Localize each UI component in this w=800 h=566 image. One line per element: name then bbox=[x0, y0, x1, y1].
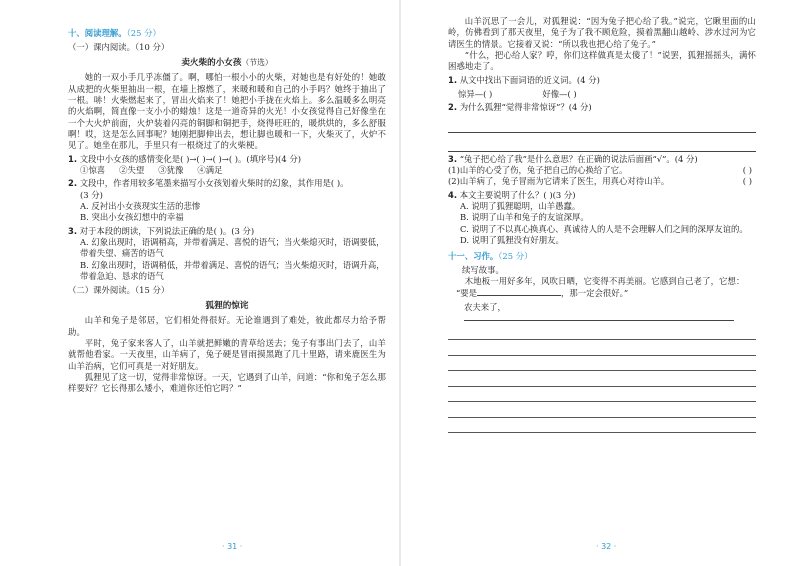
question-text: 从文中找出下面词语的近义词。(4 分) bbox=[459, 74, 600, 85]
q3-paren-2[interactable]: ( ) bbox=[742, 176, 752, 187]
writing-line[interactable] bbox=[448, 387, 756, 403]
answer-line-1[interactable] bbox=[448, 119, 756, 133]
part2-label: （二）课外阅读。（15 分） bbox=[68, 285, 170, 296]
q4-option-a: A. 说明了狐狸聪明，山羊愚蠢。 bbox=[460, 201, 581, 212]
q1-option-4: ④满足 bbox=[197, 165, 223, 176]
q2-option-b: B. 突出小女孩幻想中的幸福 bbox=[80, 212, 184, 223]
line2-pre: 农夫来了， bbox=[464, 301, 506, 312]
writing-line[interactable] bbox=[448, 402, 756, 418]
section-score: （25 分） bbox=[498, 250, 533, 261]
q3-option-b: B. 幻象出现时，语调稍低，并带着满足、喜悦的语气；当火柴熄灭时，语调升高，带着急迫、恳求的语气 bbox=[80, 259, 385, 282]
line1-post: ，那一定会很好。” bbox=[561, 287, 629, 298]
passage2-para-5: “什么，把心给人家？哼，你们这样做真是太傻了！”说罢，狐狸摇摇头，满怀困惑地走了。 bbox=[448, 50, 756, 72]
writing-blank-first[interactable] bbox=[464, 313, 734, 321]
writing-line[interactable] bbox=[448, 371, 756, 387]
synonym-2[interactable]: 好像—( ) bbox=[542, 89, 577, 100]
writing-line[interactable] bbox=[448, 325, 756, 341]
q4-option-b: B. 说明了山羊和兔子的友谊深厚。 bbox=[460, 212, 589, 223]
question-text: 为什么狐狸“觉得非常惊讶”？(4 分) bbox=[459, 102, 592, 113]
writing-lines bbox=[448, 325, 756, 434]
q1-option-2: ②失望 bbox=[119, 165, 145, 176]
passage1-title-text: 卖火柴的小女孩 bbox=[181, 57, 242, 68]
question-2 bbox=[68, 178, 386, 189]
question-number: 4. bbox=[448, 189, 458, 200]
reading-section-header bbox=[68, 28, 386, 39]
writing-section-header bbox=[448, 251, 756, 262]
passage1-title bbox=[68, 58, 386, 70]
question-number: 2. bbox=[448, 102, 458, 113]
q3-row-2 bbox=[448, 176, 756, 187]
question-r4 bbox=[448, 190, 756, 201]
q4-option-d: D. 说明了狐狸没有好朋友。 bbox=[460, 235, 564, 246]
answer-line-2[interactable] bbox=[448, 138, 756, 152]
question-text: 文段中小女孩的感情变化是( )→( )→( )→( )。(填序号)(4 分) bbox=[79, 153, 301, 164]
writing-prompt: 木地板一用好多年，风吹日晒，它变得不再美丽。它感到自己老了，它想： bbox=[464, 276, 745, 287]
synonym-row bbox=[448, 89, 756, 100]
part1-label: （一）课内阅读。（10 分） bbox=[68, 42, 170, 53]
line1-pre: “要是 bbox=[456, 287, 478, 298]
question-number: 1. bbox=[68, 153, 78, 164]
q3-opt-2: (2)山羊病了，兔子冒雨为它请来了医生，用真心对待山羊。 bbox=[448, 176, 670, 187]
synonym-1[interactable]: 惊异—( ) bbox=[458, 89, 493, 100]
q2-option-a: A. 反衬出小女孩现实生活的悲惨 bbox=[80, 201, 201, 212]
passage2-para-4: 山羊沉思了一会儿，对狐狸说：“因为兔子把心给了我。”说完，它瞅里面的山岭，仿佛看到了那天夜里，兔子为了我不顾危险，摸着黑翻山越岭、涉水过河为它请医生的情景。它接着又说：“所以我也把心给了兔子。” bbox=[448, 16, 756, 49]
q1-option-1: ①惊喜 bbox=[80, 165, 106, 176]
writing-line[interactable] bbox=[448, 356, 756, 372]
passage2-para-2: 平时，兔子家来客人了，山羊就把鲜嫩的青草给送去；兔子有事出门去了，山羊就帮他看家。一天夜里，山羊病了，兔子硬是冒雨摸黑跑了几十里路，请来鹿医生为山羊治病，它们可真是一对好朋友。 bbox=[68, 338, 386, 371]
page-number-32: · 32 · bbox=[596, 542, 617, 552]
question-1 bbox=[68, 154, 386, 165]
section-title: 十、阅读理解。 bbox=[68, 28, 127, 38]
q1-option-3: ③犹豫 bbox=[158, 165, 184, 176]
question-r2 bbox=[448, 102, 756, 113]
passage2-para-3: 狐狸见了这一切，觉得非常惊讶。一天，它遇到了山羊，问道：“你和兔子怎么那样要好？它长得那么矮小，难道你还怕它吗？” bbox=[68, 372, 386, 394]
question-number: 3. bbox=[68, 225, 78, 236]
question-text: 对于本段的朗读，下列说法正确的是( )。(3 分) bbox=[79, 225, 255, 236]
page-number-31: · 31 · bbox=[222, 542, 243, 552]
question-text: 本文主要说明了什么？( )(3 分) bbox=[459, 189, 576, 200]
writing-line[interactable] bbox=[448, 418, 756, 434]
fill-blank[interactable] bbox=[477, 288, 561, 296]
question-r1 bbox=[448, 75, 756, 86]
writing-line-1 bbox=[448, 288, 756, 299]
passage1-title-note: （节选） bbox=[241, 57, 273, 67]
question-number: 2. bbox=[68, 178, 78, 189]
q3-option-a: A. 幻象出现时，语调稍高，并带着满足、喜悦的语气；当火柴熄灭时，语调要低，带着失望、痛苦的语气 bbox=[80, 237, 385, 259]
question-3 bbox=[68, 226, 386, 237]
section-title: 十一、习作。 bbox=[448, 250, 499, 261]
question-text: 文段中，作者用较多笔墨来描写小女孩划着火柴时的幻象，其作用是( )。 bbox=[79, 178, 349, 189]
q2-score: (3 分) bbox=[80, 189, 103, 200]
question-number: 3. bbox=[448, 153, 458, 164]
passage2-para-1: 山羊和兔子是邻居，它们相处得很好。无论谁遇到了难处，彼此都尽力给予帮助。 bbox=[68, 315, 386, 337]
writing-line[interactable] bbox=[448, 340, 756, 356]
page-32 bbox=[400, 0, 800, 566]
question-number: 1. bbox=[448, 74, 458, 85]
q4-option-c: C. 说明了不以真心换真心、真诚待人的人是不会理解人们之间的深厚友谊的。 bbox=[460, 223, 748, 234]
q3-row-1 bbox=[448, 165, 756, 176]
question-r3 bbox=[448, 154, 756, 165]
writing-line-2 bbox=[448, 302, 756, 325]
q3-opt-1: (1)山羊的心受了伤，兔子把自己的心换给了它。 bbox=[448, 165, 628, 176]
writing-task: 续写故事。 bbox=[462, 264, 504, 275]
question-text: “兔子把心给了我”是什么意思？在正确的说法后面画“√”。(4 分) bbox=[459, 153, 698, 164]
q3-paren-1[interactable]: ( ) bbox=[742, 165, 752, 176]
passage1-text: 她的一双小手几乎冻僵了。啊，哪怕一根小小的火柴，对她也是有好处的！她敢从成把的火柴里抽出一根，在墙上擦燃了，来暖和暖和自己的小手吗？她终于抽出了一根。哧！火柴燃起来了，冒出火焰来了！她把小手拢在火焰上。多么温暖多么明亮的火焰啊，简直像一支小小的蜡烛！这是一道奇异的火光！小女孩觉得自己好像坐在一个大火炉前面，火炉装着闪亮的铜脚和铜把手，烧得旺旺的，暖烘烘的，多么舒服啊！哎，这是怎么回事呢？她刚把脚伸出去，想让脚也暖和一下，火柴灭了，火炉不见了。她坐在那儿，手里只有一根烧过了的火柴梗。 bbox=[68, 72, 386, 151]
passage2-title: 狐狸的惊诧 bbox=[205, 300, 249, 311]
section-score: （25 分） bbox=[126, 28, 161, 38]
q1-options bbox=[68, 165, 386, 176]
